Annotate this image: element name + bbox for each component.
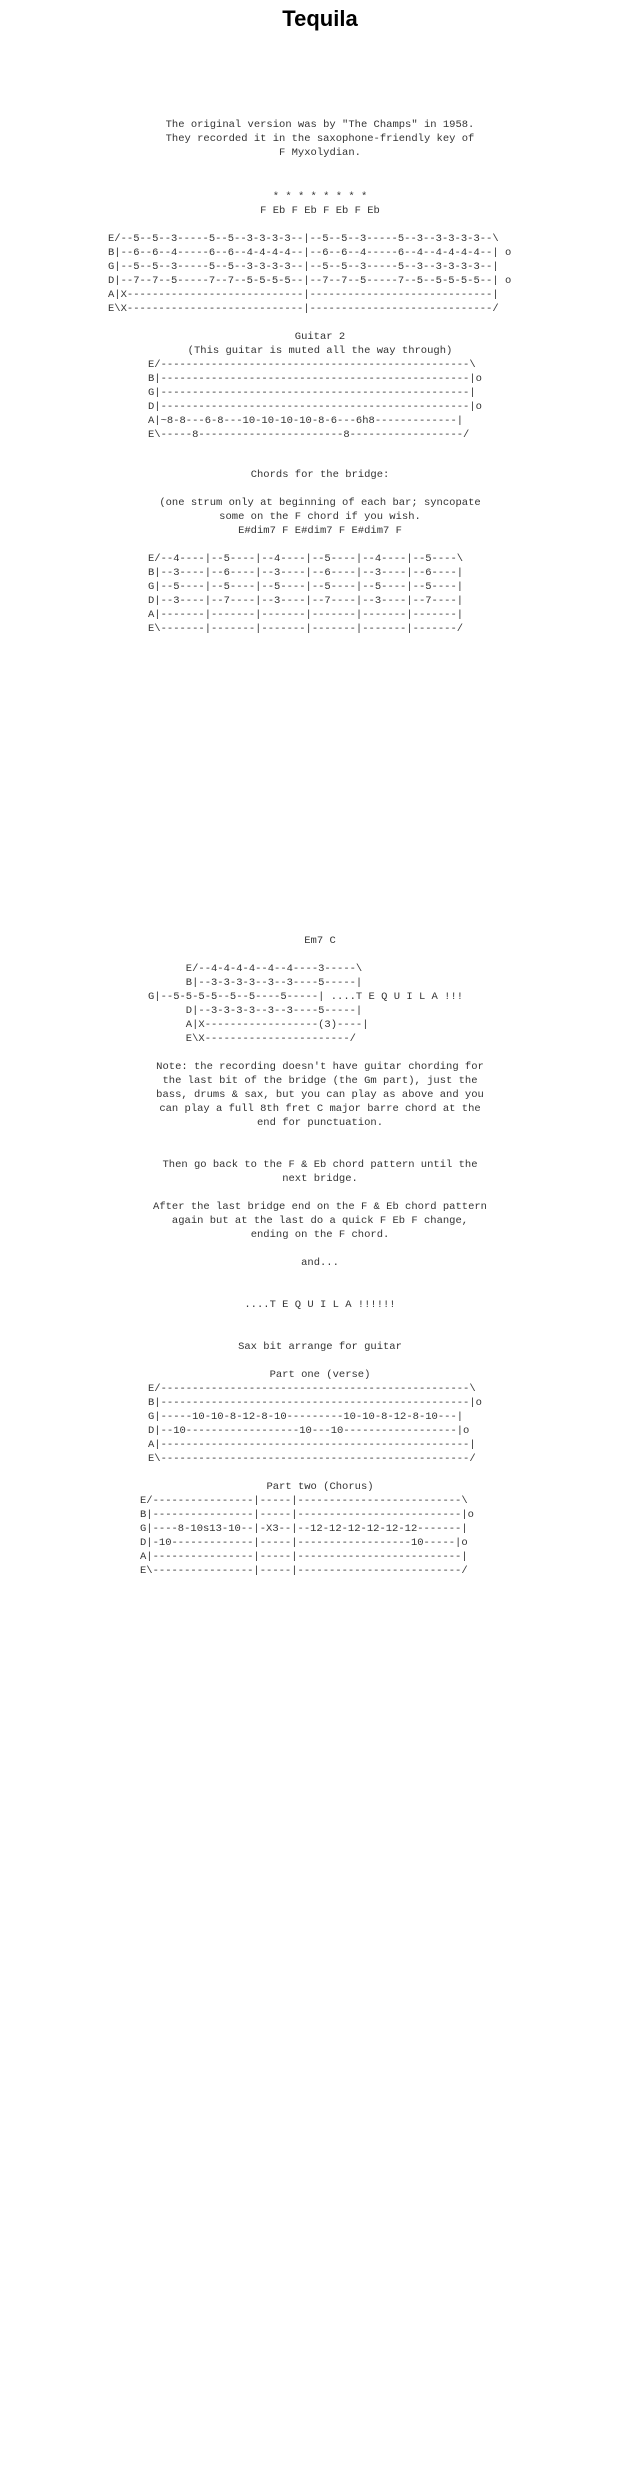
tequila-ending-text: ....T E Q U I L A !!!!!! bbox=[244, 1299, 396, 1311]
recording-note: Note: the recording doesn't have guitar chording for the last bit of the bridge (the Gm part), just the bass, drums & sax, but you can play as above and you can play a full 8th fret C major barre chord at the end for punctuation. bbox=[156, 1061, 484, 1129]
em7-c-header: Em7 C bbox=[304, 935, 336, 947]
part-two-header: Part two (Chorus) bbox=[266, 1481, 374, 1493]
guitar2-tab: E/-------------------------------------------------\ B|-------------------------------------------------|o G|-------------------------------------------------| D|-------------------------------------------------|o A|~8-8---6-8---10-10-10-10-8-6---6h8-------------| E\-----8-----------------------8------------------/ bbox=[148, 359, 482, 441]
bridge-header: Chords for the bridge: bbox=[250, 469, 390, 481]
and-text: and... bbox=[301, 1257, 339, 1269]
main-chords-header: * * * * * * * * F Eb F Eb F Eb F Eb bbox=[260, 191, 380, 217]
guitar2-header: Guitar 2 (This guitar is muted all the way through) bbox=[187, 331, 453, 357]
em7-c-tab: E/--4-4-4-4--4--4----3-----\ B|--3-3-3-3--3--3----5-----| G|--5-5-5-5--5--5----5-----| ....T E Q U I L A !!! D|--3-3-3-3--3--3----5-----| A|X------------------(3)----| E\X-----------------------/ bbox=[148, 963, 464, 1045]
bridge-note: (one strum only at beginning of each bar; syncopate some on the F chord if you wish. E#dim7 F E#dim7 F E#dim7 F bbox=[159, 497, 481, 537]
intro-text: The original version was by "The Champs" in 1958. They recorded it in the saxophone-friendly key of F Myxolydian. bbox=[165, 119, 475, 159]
part-one-header: Part one (verse) bbox=[269, 1369, 371, 1381]
back-to-pattern-text: Then go back to the F & Eb chord pattern until the next bridge. bbox=[162, 1159, 478, 1185]
after-last-bridge-text: After the last bridge end on the F & Eb chord pattern again but at the last do a quick F Eb F change, ending on the F chord. bbox=[153, 1201, 487, 1241]
part-two-tab: E/----------------|-----|--------------------------\ B|----------------|-----|--------------------------|o G|----8-10s13-10--|-X3--|--12-12-12-12-12-12-------| D|-10-------------|-----|------------------10-----|o A|----------------|-----|--------------------------| E\----------------|-----|--------------------------/ bbox=[140, 1495, 474, 1577]
bridge-tab: E/--4----|--5----|--4----|--5----|--4----|--5----\ B|--3----|--6----|--3----|--6----|--3----|--6----| G|--5----|--5----|--5----|--5----|--5----|--5----| D|--3----|--7----|--3----|--7----|--3----|--7----| A|-------|-------|-------|-------|-------|-------| E\-------|-------|-------|-------|-------|-------/ bbox=[148, 553, 464, 635]
main-chord-tab: E/--5--5--3-----5--5--3-3-3-3--|--5--5--3-----5--3--3-3-3-3--\ B|--6--6--4-----6--6--4-4-4-4--|--6--6--4-----6--4--4-4-4-4--| o G|--5--5--3-----5--5--3-3-3-3--|--5--5--3-----5--3--3-3-3-3--| D|--7--7--5-----7--7--5-5-5-5--|--7--7--5-----7--5--5-5-5-5--| o A|X----------------------------|-----------------------------| E\X----------------------------|-----------------------------/ bbox=[108, 233, 512, 315]
part-one-tab: E/-------------------------------------------------\ B|-------------------------------------------------|o G|-----10-10-8-12-8-10---------10-10-8-12-8-10---| D|--10------------------10---10------------------|o A|-------------------------------------------------| E\-------------------------------------------------/ bbox=[148, 1383, 482, 1465]
page-title: Tequila bbox=[282, 6, 358, 31]
sax-arrange-header: Sax bit arrange for guitar bbox=[238, 1341, 402, 1353]
